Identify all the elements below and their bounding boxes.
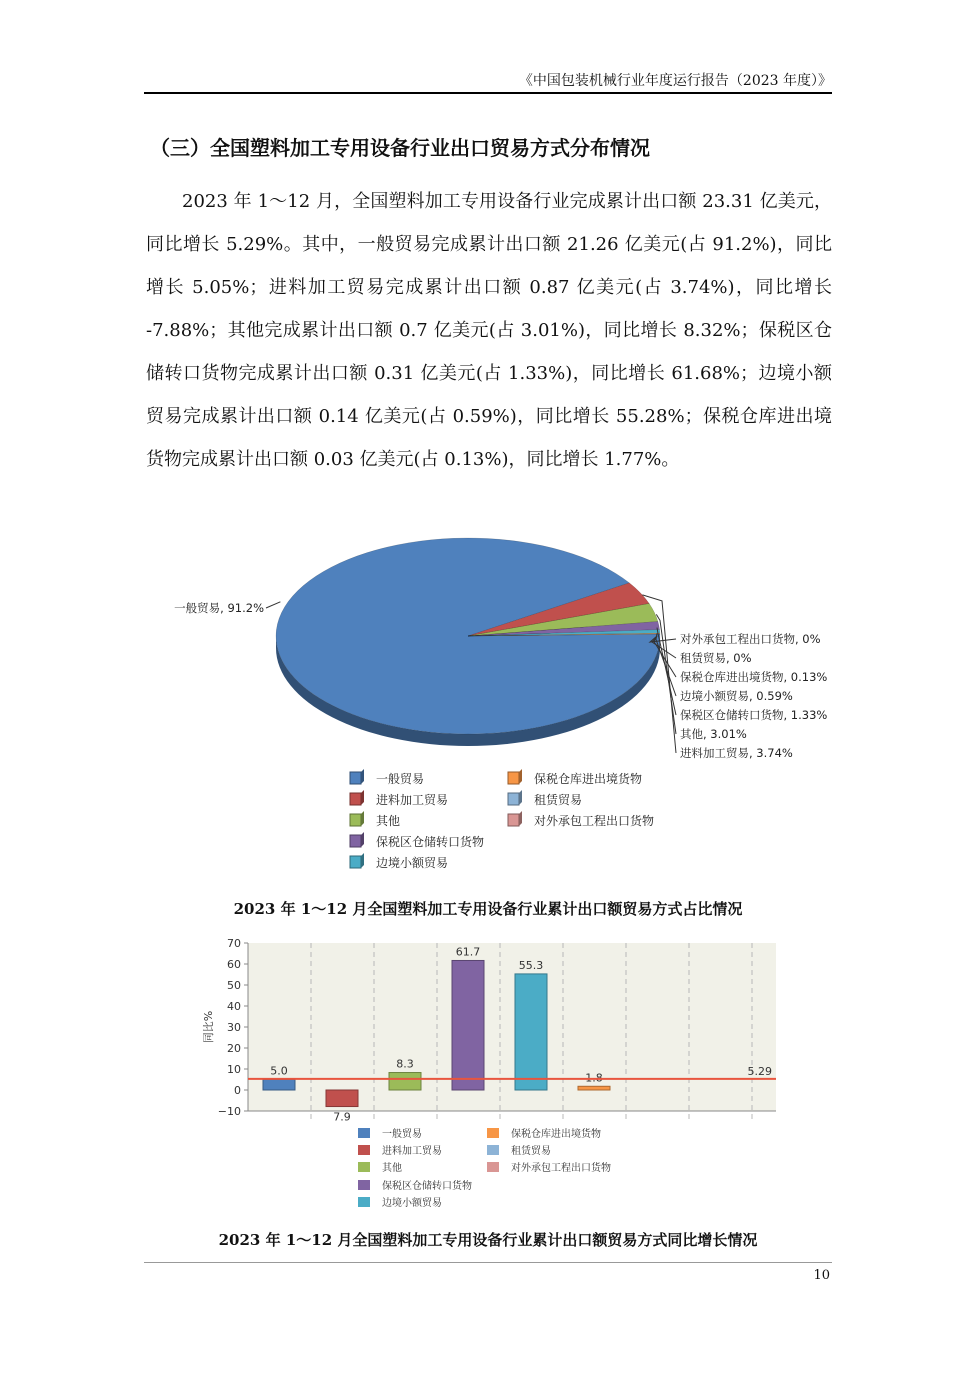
- bar-2: [389, 1073, 421, 1090]
- pie-data-label-6: 租赁贸易, 0%: [680, 651, 752, 665]
- bar-plot-background: [248, 943, 776, 1111]
- pie-legend-label-2: 进料加工贸易: [376, 793, 449, 807]
- bar-legend-label-7: 边境小额贸易: [382, 1198, 442, 1209]
- bar-legend-swatch-3: [487, 1145, 499, 1155]
- bar-y-tick-label: 50: [227, 979, 241, 992]
- bar-y-tick-label: 40: [227, 1000, 241, 1013]
- bar-legend-label-5: 对外承包工程出口货物: [511, 1163, 611, 1174]
- bar-y-tick-label: 70: [227, 937, 241, 950]
- bar-legend-label-2: 进料加工贸易: [382, 1146, 442, 1157]
- bar-legend-swatch-7: [358, 1197, 370, 1207]
- bar-y-tick-label: 10: [227, 1063, 241, 1076]
- bar-data-label-3: 61.7: [455, 945, 481, 959]
- bar-legend-swatch-6: [358, 1180, 370, 1190]
- bar-y-tick-label: −10: [217, 1105, 241, 1118]
- bar-y-tick-label: 60: [227, 958, 241, 971]
- pie-legend-label-3: 租赁贸易: [534, 793, 583, 807]
- pie-legend-label-6: 保税区仓储转口货物: [376, 835, 485, 849]
- bar-data-label-1: 7.9: [333, 1110, 351, 1124]
- pie-legend-label-7: 边境小额贸易: [376, 856, 449, 870]
- bar-legend-swatch-2: [358, 1145, 370, 1155]
- bar-y-axis-label: 同比%: [202, 1010, 215, 1044]
- bar-0: [263, 1079, 295, 1090]
- page-number: 10: [813, 1268, 830, 1283]
- bar-3: [452, 960, 484, 1090]
- bar-y-tick-label: 20: [227, 1042, 241, 1055]
- bar-data-label-5: 1.8: [585, 1071, 603, 1085]
- pie-data-label-7: 对外承包工程出口货物, 0%: [680, 632, 821, 646]
- bar-legend-label-1: 保税仓库进出境货物: [511, 1129, 601, 1140]
- bar-5: [578, 1086, 610, 1090]
- pie-caption: 2023 年 1～12 月全国塑料加工专用设备行业累计出口额贸易方式占比情况: [233, 900, 743, 918]
- body-paragraph: 2023 年 1～12 月，全国塑料加工专用设备行业完成累计出口额 23.31 亿美元，同比增长 5.29%。其中，一般贸易完成累计出口额 21.26 亿美元(占 91.2%)，同比增长 5.05%；进料加工贸易完成累计出口额 0.87 亿美元(占 3.74%)，同比增长 -7.88%；其他完成累计出口额 0.7 亿美元(占 3.01%)，同比增长 8.32%；保税区仓储转口货物完成累计出口额 0.31 亿美元(占 1.33%)，同比增长 61.68%；边境小额贸易完成累计出口额 0.14 亿美元(占 0.59%)，同比增长 55.28%；保税仓库进出境货物完成累计出口额 0.03 亿美元(占 0.13%)，同比增长 1.77%。: [146, 191, 832, 470]
- bar-legend-swatch-5: [487, 1162, 499, 1172]
- bar-legend-swatch-0: [358, 1128, 370, 1138]
- pie-data-label-1: 进料加工贸易, 3.74%: [680, 746, 793, 760]
- bar-reference-label: 5.29: [747, 1064, 772, 1078]
- pie-legend-label-5: 对外承包工程出口货物: [534, 814, 655, 828]
- bar-y-tick-label: 30: [227, 1021, 241, 1034]
- pie-legend-label-1: 保税仓库进出境货物: [534, 772, 643, 786]
- pie-data-label-5: 保税仓库进出境货物, 0.13%: [680, 670, 828, 684]
- section-title: （三）全国塑料加工专用设备行业出口贸易方式分布情况: [150, 136, 650, 160]
- bar-legend-swatch-1: [487, 1128, 499, 1138]
- bar-data-label-2: 8.3: [396, 1057, 414, 1071]
- pie-data-label-3: 保税区仓储转口货物, 1.33%: [680, 708, 828, 722]
- bar-legend-label-0: 一般贸易: [382, 1129, 422, 1140]
- bar-y-tick-label: 0: [234, 1084, 241, 1097]
- bar-legend-label-3: 租赁贸易: [511, 1146, 551, 1157]
- bar-legend-swatch-4: [358, 1162, 370, 1172]
- bar-1: [326, 1090, 358, 1107]
- pie-legend-label-0: 一般贸易: [376, 772, 425, 786]
- bar-data-label-0: 5.0: [270, 1064, 288, 1078]
- bar-legend-label-4: 其他: [382, 1163, 402, 1174]
- footer-divider: [144, 1262, 832, 1263]
- bar-data-label-4: 55.3: [518, 958, 544, 972]
- bar-4: [515, 974, 547, 1090]
- pie-legend-label-4: 其他: [376, 814, 401, 828]
- pie-data-label-0: 一般贸易, 91.2%: [174, 601, 264, 615]
- bar-legend-label-6: 保税区仓储转口货物: [382, 1181, 472, 1192]
- report-title: 《中国包装机械行业年度运行报告（2023 年度）》: [518, 73, 832, 89]
- bar-caption: 2023 年 1～12 月全国塑料加工专用设备行业累计出口额贸易方式同比增长情况: [218, 1231, 758, 1249]
- pie-data-label-2: 其他, 3.01%: [680, 727, 747, 741]
- pie-data-label-4: 边境小额贸易, 0.59%: [680, 689, 793, 703]
